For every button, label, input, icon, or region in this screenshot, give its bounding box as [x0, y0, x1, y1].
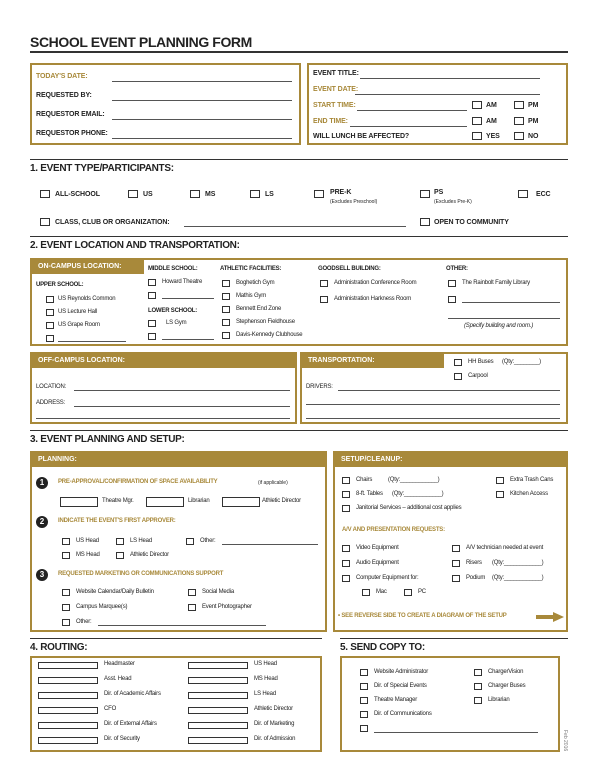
marquee-checkbox[interactable] — [62, 604, 70, 611]
carpool-label: Carpool — [468, 373, 488, 379]
copy-theatre-label: Theatre Manager — [374, 697, 418, 703]
website-calendar-label: Website Calendar/Daily Bulletin — [76, 589, 154, 595]
copy-special-events-label: Dir. of Special Events — [374, 683, 427, 689]
podium-qty: (Qty:____________) — [492, 575, 544, 581]
route-admission-label: Dir. of Admission — [254, 736, 296, 742]
drivers-field-3[interactable] — [306, 418, 560, 419]
route-us-head-label: US Head — [254, 661, 277, 667]
theatre-mgr-box[interactable] — [60, 497, 98, 507]
us-grape-checkbox[interactable] — [46, 322, 54, 329]
ps-label: PS — [434, 189, 444, 196]
risers-checkbox[interactable] — [452, 560, 460, 567]
photographer-label: Event Photographer — [202, 604, 252, 610]
end-am-checkbox[interactable] — [472, 117, 482, 125]
requestor-email-label: REQUESTOR EMAIL: — [36, 111, 105, 118]
copy-buses-label: Charger Buses — [488, 683, 526, 689]
admin-harkness-label: Administration Harkness Room — [334, 296, 412, 302]
marketing-other-checkbox[interactable] — [62, 619, 70, 626]
route-headmaster-label: Headmaster — [104, 661, 135, 667]
stephenson-checkbox[interactable] — [222, 319, 230, 326]
section3-heading: 3. EVENT PLANNING AND SETUP: — [30, 434, 185, 445]
setup-bar: SETUP/CLEANUP: — [335, 453, 566, 467]
event-title-field[interactable] — [360, 78, 540, 79]
prek-label: PRE-K — [330, 189, 352, 196]
route-asst-head-label: Asst. Head — [104, 676, 132, 682]
route-athletic-box[interactable] — [188, 707, 248, 714]
ls-label: LS — [265, 191, 274, 198]
step1-note: (if applicable) — [258, 480, 288, 486]
goodsell-label: GOODSELL BUILDING: — [318, 266, 381, 272]
athletic-label: ATHLETIC FACILITIES: — [220, 266, 282, 272]
carpool-checkbox[interactable] — [454, 373, 462, 380]
route-ms-head-box[interactable] — [188, 677, 248, 684]
ls-gym-label: LS Gym — [166, 320, 187, 326]
route-admission-box[interactable] — [188, 737, 248, 744]
route-ms-head-label: MS Head — [254, 676, 278, 682]
pc-label: PC — [418, 589, 426, 595]
route-cfo-label: CFO — [104, 706, 117, 712]
mac-label: Mac — [376, 589, 387, 595]
route-external-box[interactable] — [38, 722, 98, 729]
form-title: SCHOOL EVENT PLANNING FORM — [30, 34, 252, 50]
transportation-bar: TRANSPORTATION: — [302, 354, 444, 368]
kitchen-checkbox[interactable] — [496, 491, 504, 498]
requestor-phone-label: REQUESTOR PHONE: — [36, 130, 108, 137]
janitorial-label: Janitorial Services – additional cost applies — [356, 505, 462, 511]
step-1-number: 1 — [36, 477, 48, 489]
computer-label: Computer Equipment for: — [356, 575, 419, 581]
mac-checkbox[interactable] — [362, 589, 370, 596]
mathis-checkbox[interactable] — [222, 293, 230, 300]
davis-kennedy-checkbox[interactable] — [222, 332, 230, 339]
lunch-yes-checkbox[interactable] — [472, 132, 482, 140]
ms-checkbox[interactable] — [190, 190, 200, 198]
audio-checkbox[interactable] — [342, 560, 350, 567]
copy-other-field[interactable] — [374, 732, 538, 733]
av-label: A/V AND PRESENTATION REQUESTS: — [342, 527, 445, 533]
av-tech-label: A/V technician needed at event — [466, 545, 544, 551]
ls-other-field[interactable] — [162, 339, 214, 340]
step-3-number: 3 — [36, 569, 48, 581]
route-academic-label: Dir. of Academic Affairs — [104, 691, 161, 697]
send-copy-box — [340, 656, 560, 752]
approver-ls-head-label: LS Head — [130, 538, 152, 544]
copy-chargervision-checkbox[interactable] — [474, 669, 482, 676]
tables-qty: (Qty:____________) — [392, 491, 444, 497]
ms-label: MS — [205, 191, 216, 198]
section4-heading: 4. ROUTING: — [30, 642, 88, 653]
marketing-other-label: Other: — [76, 619, 92, 625]
podium-checkbox[interactable] — [452, 575, 460, 582]
location-field[interactable] — [74, 390, 290, 391]
todays-date-label: TODAY'S DATE: — [36, 73, 88, 80]
bennett-checkbox[interactable] — [222, 306, 230, 313]
route-external-label: Dir. of External Affairs — [104, 721, 157, 727]
section2-heading: 2. EVENT LOCATION AND TRANSPORTATION: — [30, 240, 240, 251]
theatre-mgr-label: Theatre Mgr. — [102, 498, 134, 504]
social-media-label: Social Media — [202, 589, 234, 595]
copy-website-checkbox[interactable] — [360, 669, 368, 676]
copy-buses-checkbox[interactable] — [474, 683, 482, 690]
requestor-email-field[interactable] — [112, 119, 292, 120]
copy-theatre-checkbox[interactable] — [360, 697, 368, 704]
ps-note: (Excludes Pre-K) — [434, 199, 472, 205]
website-calendar-checkbox[interactable] — [62, 589, 70, 596]
admin-conference-checkbox[interactable] — [320, 280, 328, 287]
librarian-label: Librarian — [188, 498, 210, 504]
drivers-field-2[interactable] — [306, 404, 560, 405]
end-pm-checkbox[interactable] — [514, 117, 524, 125]
trash-checkbox[interactable] — [496, 477, 504, 484]
route-ls-head-label: LS Head — [254, 691, 276, 697]
event-title-label: EVENT TITLE: — [313, 70, 359, 77]
lunch-no-checkbox[interactable] — [514, 132, 524, 140]
start-am-checkbox[interactable] — [472, 101, 482, 109]
ecc-checkbox[interactable] — [518, 190, 528, 198]
arrow-right-icon — [536, 612, 564, 622]
pc-checkbox[interactable] — [404, 589, 412, 596]
us-other-checkbox[interactable] — [46, 335, 54, 342]
start-time-field[interactable] — [357, 110, 467, 111]
specify-note: (Specify building and room.) — [464, 323, 534, 329]
reverse-side-note: • SEE REVERSE SIDE TO CREATE A DIAGRAM OF THE SETUP — [338, 613, 507, 619]
risers-label: Risers — [466, 560, 482, 566]
video-label: Video Equipment — [356, 545, 399, 551]
other-location-field-2[interactable] — [448, 318, 560, 319]
copy-other-checkbox[interactable] — [360, 725, 368, 732]
club-field[interactable] — [184, 226, 406, 227]
mathis-label: Mathis Gym — [236, 293, 267, 299]
approver-ms-head-checkbox[interactable] — [62, 552, 70, 559]
stephenson-label: Stephenson Fieldhouse — [236, 319, 295, 325]
approver-ls-head-checkbox[interactable] — [116, 538, 124, 545]
route-security-box[interactable] — [38, 737, 98, 744]
ms-other-field[interactable] — [162, 298, 214, 299]
us-lecture-label: US Lecture Hall — [58, 309, 98, 315]
step2-label: INDICATE THE EVENT'S FIRST APPROVER: — [58, 518, 176, 524]
end-time-label: END TIME: — [313, 118, 348, 125]
lunch-no-label: NO — [528, 133, 539, 140]
all-school-label: ALL-SCHOOL — [55, 191, 100, 198]
address-field[interactable] — [74, 406, 290, 407]
ls-gym-checkbox[interactable] — [148, 320, 156, 327]
boghetich-label: Boghetich Gym — [236, 280, 275, 286]
risers-qty: (Qty:____________) — [492, 560, 544, 566]
open-community-label: OPEN TO COMMUNITY — [434, 219, 509, 226]
bennett-label: Bennett End Zone — [236, 306, 282, 312]
requested-by-field[interactable] — [112, 100, 292, 101]
prek-note: (Excludes Preschool) — [330, 199, 378, 205]
lunch-yes-label: YES — [486, 133, 500, 140]
section4-rule — [30, 638, 322, 639]
route-academic-box[interactable] — [38, 692, 98, 699]
todays-date-field[interactable] — [112, 81, 292, 82]
admin-harkness-checkbox[interactable] — [320, 296, 328, 303]
computer-checkbox[interactable] — [342, 575, 350, 582]
athletic-director-label: Athletic Director — [262, 498, 301, 504]
us-other-field[interactable] — [58, 341, 126, 342]
tables-checkbox[interactable] — [342, 491, 350, 498]
prek-checkbox[interactable] — [314, 190, 324, 198]
approver-athletic-label: Athletic Director — [130, 552, 169, 558]
copy-librarian-checkbox[interactable] — [474, 697, 482, 704]
rainbolt-checkbox[interactable] — [448, 280, 456, 287]
end-pm-label: PM — [528, 118, 539, 125]
footer-date: Feb 2016 — [562, 730, 568, 752]
route-athletic-label: Athletic Director — [254, 706, 293, 712]
requestor-phone-field[interactable] — [112, 138, 292, 139]
other-location-checkbox[interactable] — [448, 296, 456, 303]
copy-communications-label: Dir. of Communications — [374, 711, 432, 717]
social-media-checkbox[interactable] — [188, 589, 196, 596]
step-2-number: 2 — [36, 516, 48, 528]
section1-heading: 1. EVENT TYPE/PARTICIPANTS: — [30, 163, 174, 174]
approver-other-checkbox[interactable] — [186, 538, 194, 545]
podium-label: Podium — [466, 575, 486, 581]
end-am-label: AM — [486, 118, 497, 125]
us-reynolds-checkbox[interactable] — [46, 296, 54, 303]
davis-kennedy-label: Davis-Kennedy Clubhouse — [236, 332, 303, 338]
howard-theatre-checkbox[interactable] — [148, 279, 156, 286]
rainbolt-label: The Rainbolt Family Library — [462, 280, 530, 286]
chairs-qty: (Qty:____________) — [388, 477, 440, 483]
section2-rule — [30, 236, 568, 237]
av-tech-checkbox[interactable] — [452, 545, 460, 552]
other-location-field[interactable] — [462, 302, 560, 303]
route-marketing-label: Dir. of Marketing — [254, 721, 295, 727]
approver-other-field[interactable] — [222, 544, 318, 545]
ms-other-checkbox[interactable] — [148, 292, 156, 299]
route-asst-head-box[interactable] — [38, 677, 98, 684]
other-location-label: OTHER: — [446, 266, 468, 272]
marquee-label: Campus Marquee(s) — [76, 604, 128, 610]
us-label: US — [143, 191, 153, 198]
route-headmaster-box[interactable] — [38, 662, 98, 669]
address-field-2[interactable] — [36, 418, 290, 419]
drivers-field[interactable] — [338, 390, 560, 391]
ls-other-checkbox[interactable] — [148, 333, 156, 340]
event-date-label: EVENT DATE: — [313, 86, 359, 93]
route-marketing-box[interactable] — [188, 722, 248, 729]
open-community-checkbox[interactable] — [420, 218, 430, 226]
end-time-field[interactable] — [350, 126, 467, 127]
photographer-checkbox[interactable] — [188, 604, 196, 611]
approver-ms-head-label: MS Head — [76, 552, 100, 558]
off-campus-bar: OFF-CAMPUS LOCATION: — [32, 354, 295, 368]
us-reynolds-label: US Reynolds Common — [58, 296, 116, 302]
boghetich-checkbox[interactable] — [222, 280, 230, 287]
all-school-checkbox[interactable] — [40, 190, 50, 198]
athletic-director-box[interactable] — [222, 497, 260, 507]
route-cfo-box[interactable] — [38, 707, 98, 714]
us-grape-label: US Grape Room — [58, 322, 100, 328]
audio-label: Audio Equipment — [356, 560, 399, 566]
planning-bar: PLANNING: — [32, 453, 325, 467]
section5-heading: 5. SEND COPY TO: — [340, 642, 425, 653]
chairs-label: Chairs — [356, 477, 373, 483]
upper-school-label: UPPER SCHOOL: — [36, 282, 84, 288]
copy-chargervision-label: ChargerVision — [488, 669, 524, 675]
club-label: CLASS, CLUB OR ORGANIZATION: — [55, 219, 170, 226]
copy-librarian-label: Librarian — [488, 697, 510, 703]
event-date-field[interactable] — [355, 94, 540, 95]
drivers-label: DRIVERS: — [306, 384, 333, 390]
section1-rule — [30, 159, 568, 160]
location-label: LOCATION: — [36, 384, 67, 390]
start-pm-label: PM — [528, 102, 539, 109]
on-campus-bar: ON-CAMPUS LOCATION: — [32, 260, 144, 274]
approver-athletic-checkbox[interactable] — [116, 552, 124, 559]
hh-buses-checkbox[interactable] — [454, 359, 462, 366]
hh-buses-qty: (Qty:________) — [502, 359, 541, 365]
club-checkbox[interactable] — [40, 218, 50, 226]
kitchen-label: Kitchen Access — [510, 491, 548, 497]
section3-rule — [30, 430, 568, 431]
us-checkbox[interactable] — [128, 190, 138, 198]
us-lecture-checkbox[interactable] — [46, 309, 54, 316]
route-ls-head-box[interactable] — [188, 692, 248, 699]
ls-checkbox[interactable] — [250, 190, 260, 198]
route-security-label: Dir. of Security — [104, 736, 140, 742]
ps-checkbox[interactable] — [420, 190, 430, 198]
howard-theatre-label: Howard Theatre — [162, 279, 203, 285]
approver-us-head-label: US Head — [76, 538, 99, 544]
video-checkbox[interactable] — [342, 545, 350, 552]
librarian-box[interactable] — [146, 497, 184, 507]
requested-by-label: REQUESTED BY: — [36, 92, 92, 99]
section5-rule — [340, 638, 568, 639]
copy-special-events-checkbox[interactable] — [360, 683, 368, 690]
step1-label: PRE-APPROVAL/CONFIRMATION OF SPACE AVAILABILITY — [58, 479, 218, 485]
lunch-label: WILL LUNCH BE AFFECTED? — [313, 133, 410, 140]
marketing-other-field[interactable] — [98, 625, 266, 626]
start-time-label: START TIME: — [313, 102, 356, 109]
copy-website-label: Website Administrator — [374, 669, 429, 675]
hh-buses-label: HH Buses — [468, 359, 494, 365]
ecc-label: ECC — [536, 191, 551, 198]
janitorial-checkbox[interactable] — [342, 505, 350, 512]
step3-label: REQUESTED MARKETING OR COMMUNICATIONS SUPPORT — [58, 571, 224, 577]
address-label: ADDRESS: — [36, 400, 66, 406]
tables-label: 8-ft. Tables — [356, 491, 383, 497]
admin-conference-label: Administration Conference Room — [334, 280, 417, 286]
start-am-label: AM — [486, 102, 497, 109]
lower-school-label: LOWER SCHOOL: — [148, 308, 198, 314]
approver-other-label: Other: — [200, 538, 216, 544]
chairs-checkbox[interactable] — [342, 477, 350, 484]
approver-us-head-checkbox[interactable] — [62, 538, 70, 545]
trash-label: Extra Trash Cans — [510, 477, 554, 483]
copy-communications-checkbox[interactable] — [360, 711, 368, 718]
title-rule — [30, 51, 568, 53]
start-pm-checkbox[interactable] — [514, 101, 524, 109]
route-us-head-box[interactable] — [188, 662, 248, 669]
middle-school-label: MIDDLE SCHOOL: — [148, 266, 198, 272]
